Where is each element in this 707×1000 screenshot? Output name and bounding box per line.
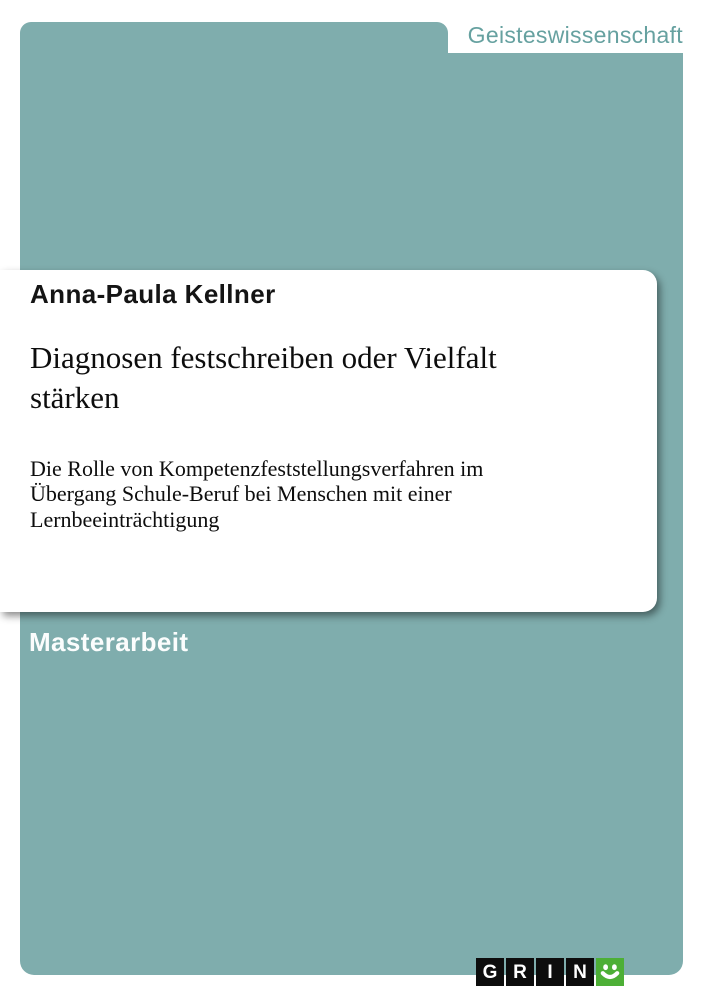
book-title: Diagnosen festschreiben oder Vielfalt stärken <box>30 340 497 415</box>
document-type-label: Masterarbeit <box>29 627 189 657</box>
grin-smiley-icon <box>596 958 624 986</box>
grin-logo-letter-n: N <box>566 958 594 986</box>
title-card <box>0 270 657 612</box>
grin-logo-letter-i: I <box>536 958 564 986</box>
category-label: Geisteswissenschaft <box>467 22 683 48</box>
grin-logo-letter-g: G <box>476 958 504 986</box>
grin-logo-letter-r: R <box>506 958 534 986</box>
grin-logo <box>476 958 624 986</box>
author-name: Anna-Paula Kellner <box>30 279 276 309</box>
book-subtitle: Die Rolle von Kompetenzfeststellungsverfahren im Übergang Schule-Beruf bei Menschen mit einer Lernbeeinträchtigung <box>30 455 484 532</box>
